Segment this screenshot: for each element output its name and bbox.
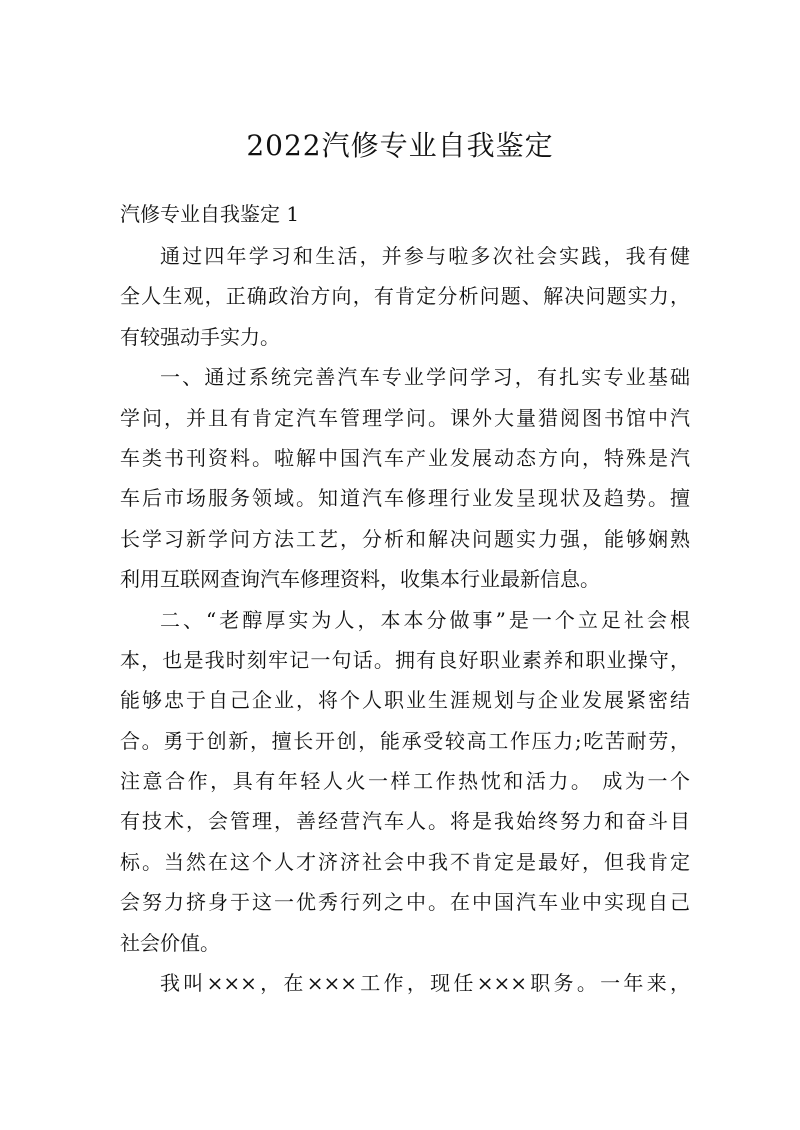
paragraph-line: 全人生观，正确政治方向，有肯定分析问题、解决问题实力， (120, 284, 690, 309)
paragraph-3 (120, 600, 690, 964)
paragraph-4 (120, 963, 690, 1003)
paragraph-line: 学问，并且有肯定汽车管理学问。课外大量猎阅图书馆中汽 (120, 405, 690, 430)
paragraph-line: 通过四年学习和生活，并参与啦多次社会实践，我有健 (160, 244, 690, 268)
paragraph-line: 一、通过系统完善汽车专业学问学习，有扎实专业基础 (160, 365, 690, 390)
paragraph-line: 注意合作，具有年轻人火一样工作热忱和活力。 成为一个 (120, 769, 690, 794)
paragraph-line: 标。当然在这个人才济济社会中我不肯定是最好，但我肯定 (120, 849, 690, 874)
paragraph-line: 有技术，会管理，善经营汽车人。将是我始终努力和奋斗目 (120, 809, 690, 834)
document-title: 2022汽修专业自我鉴定 (246, 129, 554, 162)
document-body (120, 236, 690, 1003)
paragraph-1 (120, 236, 690, 357)
paragraph-line: 社会价值。 (120, 930, 220, 955)
paragraph-line: 有较强动手实力。 (120, 324, 280, 349)
paragraph-line: 我叫×××，在×××工作，现任×××职务。一年来， (160, 971, 690, 996)
paragraph-line: 本，也是我时刻牢记一句话。拥有良好职业素养和职业操守， (120, 647, 690, 672)
paragraph-line: 利用互联网查询汽车修理资料，收集本行业最新信息。 (120, 567, 600, 592)
paragraph-line: 会努力挤身于这一优秀行列之中。在中国汽车业中实现自己 (120, 890, 690, 915)
paragraph-line: 二、“老醇厚实为人，本本分做事”是一个立足社会根 (160, 607, 690, 632)
paragraph-line: 长学习新学问方法工艺，分析和解决问题实力强，能够娴熟 (120, 526, 690, 551)
paragraph-2 (120, 357, 690, 599)
section-heading: 汽修专业自我鉴定 1 (120, 202, 300, 226)
paragraph-line: 能够忠于自己企业，将个人职业生涯规划与企业发展紧密结 (120, 688, 690, 713)
paragraph-line: 车类书刊资料。啦解中国汽车产业发展动态方向，特殊是汽 (120, 445, 690, 470)
paragraph-line: 车后市场服务领域。知道汽车修理行业发呈现状及趋势。擅 (120, 486, 690, 511)
paragraph-line: 合。勇于创新，擅长开创，能承受较高工作压力;吃苦耐劳， (120, 728, 690, 753)
